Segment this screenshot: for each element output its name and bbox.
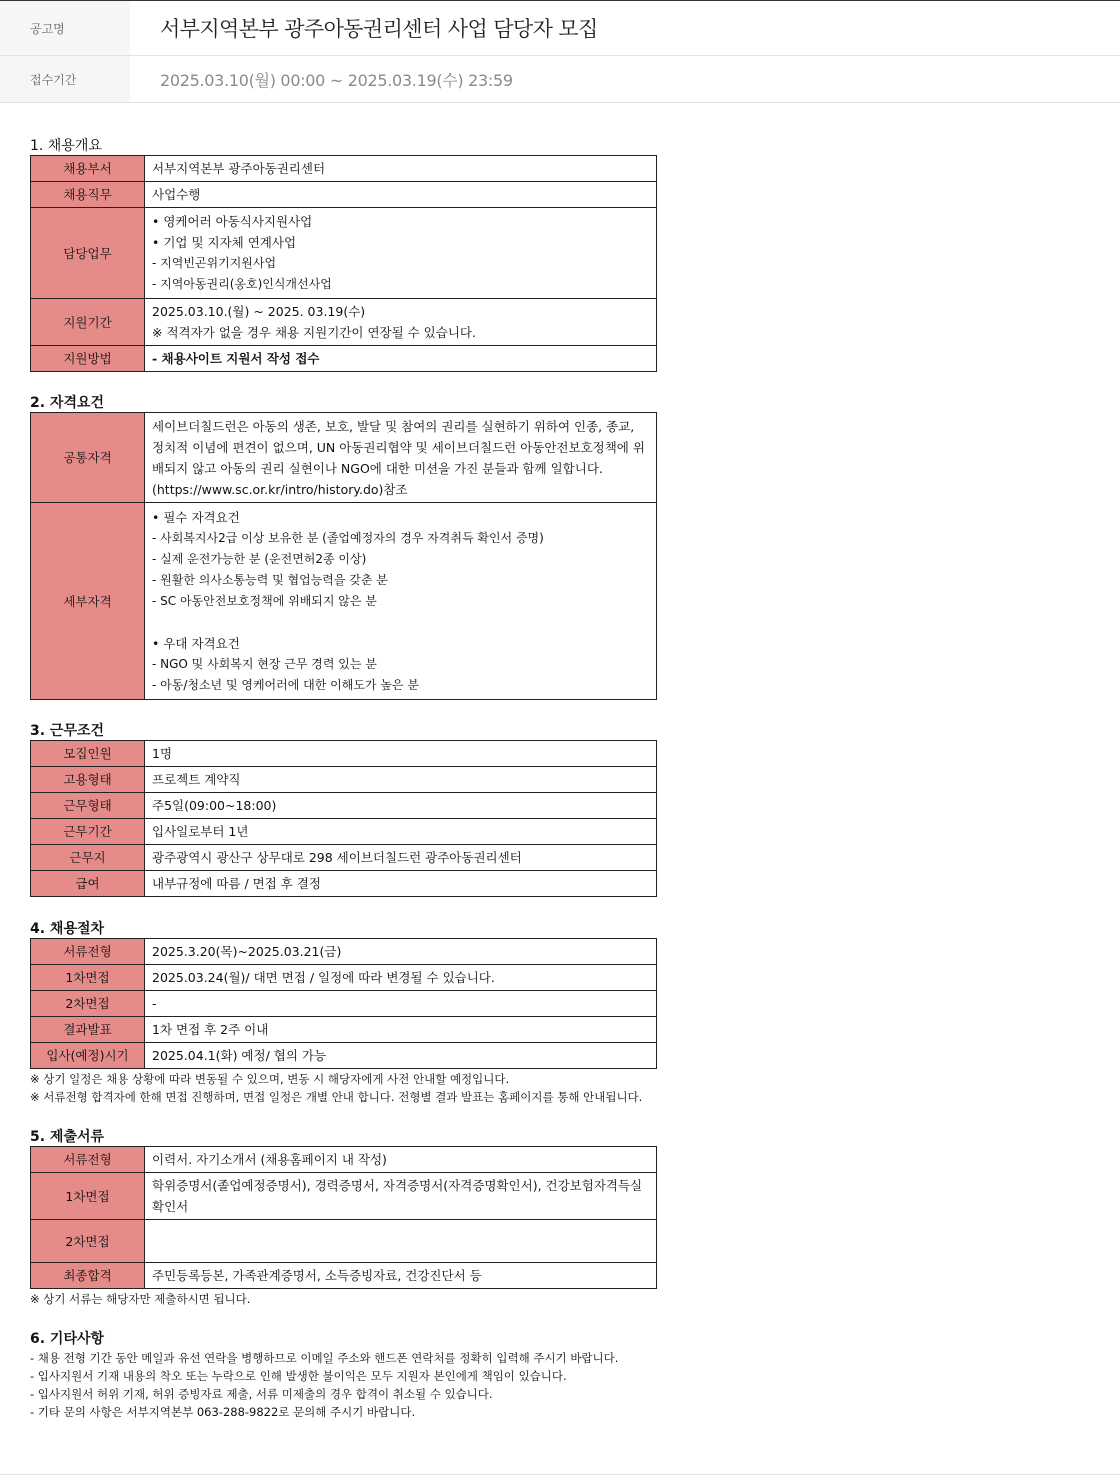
table-row [31,1043,657,1069]
section-title-overview: 1. 채용개요 [30,138,102,154]
list-item: - 아동/청소년 및 영케어러에 대한 이해도가 높은 분 [152,677,419,692]
section-title-procedure: 4. 채용절차 [30,921,105,937]
documents-table [30,1146,657,1289]
other-notes [30,1349,618,1421]
row-value: 서부지역본부 광주아동권리센터 [145,156,657,182]
row-label: 근무형태 [31,793,145,819]
row-value: 학위증명서(졸업예정증명서), 경력증명서, 자격증명서(자격증명확인서), 건강보험자격득실확인서 [145,1173,657,1220]
note-line: - 입사지원서 기재 내용의 착오 또는 누락으로 인해 발생한 불이익은 모두 지원자 본인에게 책임이 있습니다. [30,1369,567,1383]
row-label: 결과발표 [31,1017,145,1043]
note-line: - 기타 문의 사항은 서부지역본부 063-288-9822로 문의해 주시기 바랍니다. [30,1405,416,1419]
table-row [31,741,657,767]
table-row [31,208,657,299]
row-label: 서류전형 [31,1147,145,1173]
note-line: - 채용 전형 기간 동안 메일과 유선 연락을 병행하므로 이메일 주소와 핸드폰 연락처를 정확히 입력해 주시기 바랍니다. [30,1351,619,1365]
row-label: 2차면접 [31,991,145,1017]
table-row [31,819,657,845]
table-row [31,299,657,346]
table-row [31,1220,657,1263]
note-line: ※ 상기 서류는 해당자만 제출하시면 됩니다. [30,1292,251,1306]
list-item: • 기업 및 지자체 연계사업 [152,235,297,250]
notice-header [0,0,1120,103]
row-label: 서류전형 [31,939,145,965]
row-value: 입사일로부터 1년 [145,819,657,845]
row-label: 2차면접 [31,1220,145,1263]
row-value: - 채용사이트 지원서 작성 접수 [145,346,657,372]
row-value [145,299,657,346]
bottom-divider [0,1474,1120,1475]
table-row [31,767,657,793]
row-label: 근무기간 [31,819,145,845]
row-value: 프로젝트 계약직 [145,767,657,793]
row-value: 2025.03.24(월)/ 대면 면접 / 일정에 따라 변경될 수 있습니다. [145,965,657,991]
table-row [31,1147,657,1173]
row-value [145,503,657,700]
row-label: 지원기간 [31,299,145,346]
row-label: 채용부서 [31,156,145,182]
overview-table [30,155,657,372]
table-row [31,182,657,208]
table-row [31,991,657,1017]
row-value: 주5일(09:00~18:00) [145,793,657,819]
row-value: 세이브더칠드런은 아동의 생존, 보호, 발달 및 참여의 권리를 실현하기 위하여 인종, 종교, 정치적 이념에 편견이 없으며, UN 아동권리협약 및 세이브더칠드런 아동안전보호정책에 위배되지 않고 아동의 권리 실현이나 NGO에 대한 미션을 가진 분들과 함께 일합니다. (https://www.sc.or.kr/intro/history.do)참조 [145,413,657,503]
list-item: 2025.03.10.(월) ~ 2025. 03.19(수) [152,304,366,319]
conditions-table [30,740,657,897]
row-value: 2025.04.1(화) 예정/ 협의 가능 [145,1043,657,1069]
procedure-table [30,938,657,1069]
row-value: 2025.3.20(목)~2025.03.21(금) [145,939,657,965]
list-item: • 우대 자격요건 [152,635,240,651]
row-value: 사업수행 [145,182,657,208]
section-title-conditions: 3. 근무조건 [30,723,105,739]
list-item: • 필수 자격요건 [152,509,240,525]
row-value [145,1220,657,1263]
table-row [31,845,657,871]
list-item: - 실제 운전가능한 분 (운전면허2종 이상) [152,551,367,566]
row-label: 고용형태 [31,767,145,793]
row-value: 내부규정에 따름 / 면접 후 결정 [145,871,657,897]
table-row [31,871,657,897]
note-line: ※ 서류전형 합격자에 한해 면접 진행하며, 면접 일정은 개별 안내 합니다. 전형별 결과 발표는 홈페이지를 통해 안내됩니다. [30,1090,643,1104]
period-row [0,56,1120,103]
list-item: - 원활한 의사소통능력 및 협업능력을 갖춘 분 [152,572,388,587]
period-label: 접수기간 [0,56,130,102]
table-row [31,413,657,503]
row-label: 모집인원 [31,741,145,767]
title-row [0,1,1120,56]
row-label: 입사(예정)시기 [31,1043,145,1069]
title-label: 공고명 [0,1,130,55]
list-item: - 지역빈곤위기지원사업 [152,256,277,270]
notice-title: 서부지역본부 광주아동권리센터 사업 담당자 모집 [160,17,598,41]
row-label: 1차면접 [31,965,145,991]
section-title-other: 6. 기타사항 [30,1331,105,1347]
row-value: 주민등록등본, 가족관계증명서, 소득증빙자료, 건강진단서 등 [145,1263,657,1289]
table-row [31,1263,657,1289]
row-label: 최종합격 [31,1263,145,1289]
row-value: 광주광역시 광산구 상무대로 298 세이브더칠드런 광주아동권리센터 [145,845,657,871]
qualifications-table [30,412,657,700]
blank-line [152,612,649,633]
section-title-documents: 5. 제출서류 [30,1129,105,1145]
list-item: ※ 적격자가 없을 경우 채용 지원기간이 연장될 수 있습니다. [152,325,476,340]
row-value: 이력서. 자기소개서 (채용홈페이지 내 작성) [145,1147,657,1173]
row-label: 1차면접 [31,1173,145,1220]
row-value: 1차 면접 후 2주 이내 [145,1017,657,1043]
note-line: ※ 상기 일정은 채용 상황에 따라 변동될 수 있으며, 변동 시 해당자에게 사전 안내할 예정입니다. [30,1072,510,1086]
list-item: - 지역아동권리(옹호)인식개선사업 [152,277,332,291]
row-label: 채용직무 [31,182,145,208]
row-value: 1명 [145,741,657,767]
row-label: 세부자격 [31,503,145,700]
list-item: - 사회복지사2급 이상 보유한 분 (졸업예정자의 경우 자격취득 확인서 증명) [152,530,544,545]
list-item: - NGO 및 사회복지 현장 근무 경력 있는 분 [152,656,377,671]
table-row [31,939,657,965]
section-title-qualifications: 2. 자격요건 [30,395,105,411]
procedure-notes [30,1070,642,1106]
application-period: 2025.03.10(월) 00:00 ~ 2025.03.19(수) 23:59 [160,70,513,90]
note-line: - 입사지원서 허위 기재, 허위 증빙자료 제출, 서류 미제출의 경우 합격이 취소될 수 있습니다. [30,1387,493,1401]
row-label: 담당업무 [31,208,145,299]
row-label: 근무지 [31,845,145,871]
row-label: 급여 [31,871,145,897]
table-row [31,1173,657,1220]
row-value [145,208,657,299]
list-item: • 영케어러 아동식사지원사업 [152,214,313,229]
table-row [31,793,657,819]
table-row [31,965,657,991]
table-row [31,156,657,182]
table-row [31,503,657,700]
documents-note [30,1290,250,1308]
row-label: 공통자격 [31,413,145,503]
list-item: - SC 아동안전보호정책에 위배되지 않은 분 [152,593,377,608]
row-label: 지원방법 [31,346,145,372]
table-row [31,1017,657,1043]
row-value: - [145,991,657,1017]
table-row [31,346,657,372]
